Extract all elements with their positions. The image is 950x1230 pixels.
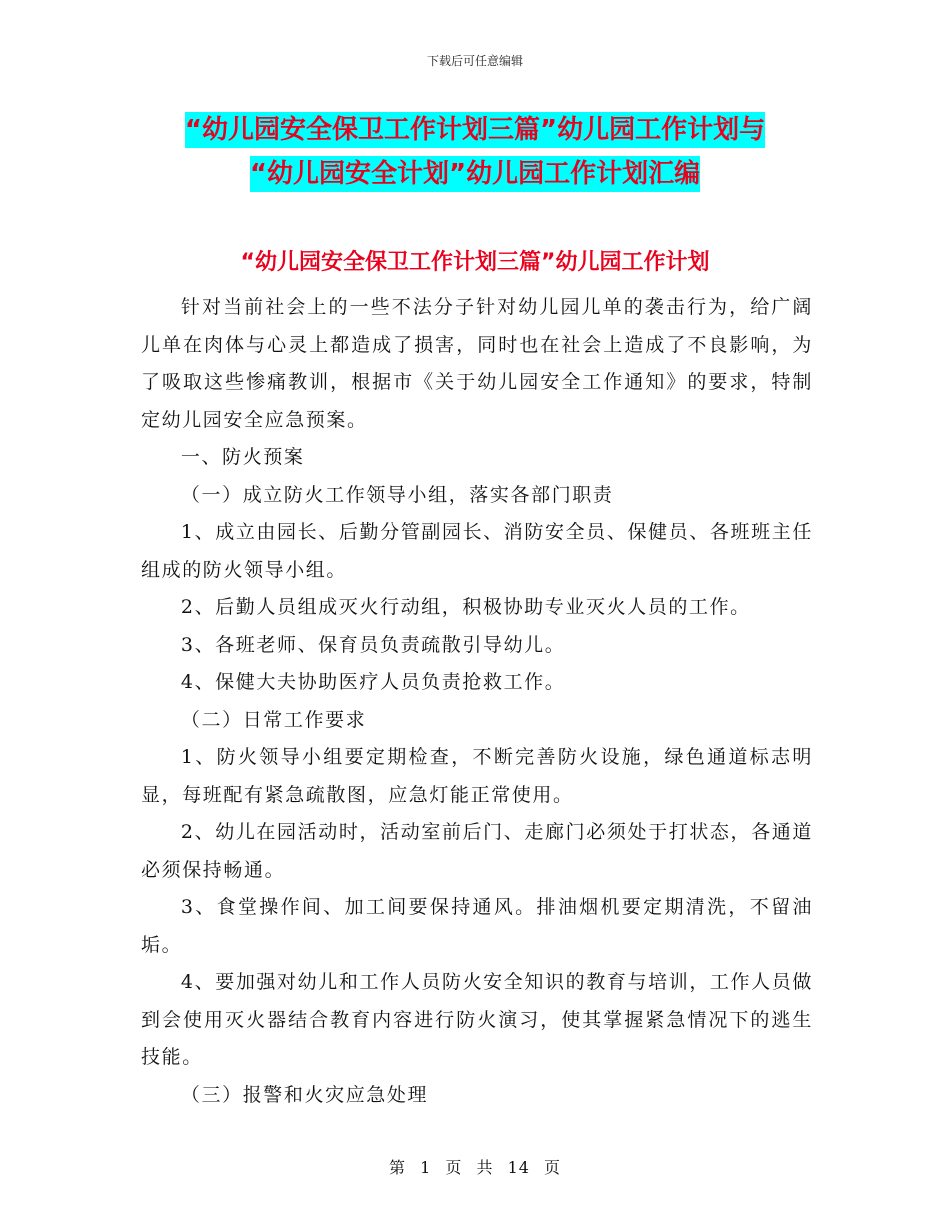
main-title-line-1	[0, 110, 950, 150]
paragraph: （二）日常工作要求	[180, 708, 367, 731]
paragraph: 3、各班老师、保育员负责疏散引导幼儿。	[180, 633, 566, 656]
footer-label-ye: 页	[445, 1158, 463, 1177]
header-note: 下载后可任意编辑	[426, 54, 523, 68]
paragraph: （一）成立防火工作领导小组，落实各部门职责	[180, 483, 614, 506]
paragraph: 4、要加强对幼儿和工作人员防火安全知识的教育与培训，工作人员做到会使用灭火器结合教育内容进行防火演习，使其掌握紧急情况下的逃生技能。	[141, 971, 813, 1068]
paragraph: 1、成立由园长、后勤分管副园长、消防安全员、保健员、各班班主任组成的防火领导小组。	[141, 521, 813, 581]
main-title-line-2-text: “幼儿园安全计划”幼儿园工作计划汇编	[250, 156, 700, 192]
main-title-line-1-text: “幼儿园安全保卫工作计划三篇”幼儿园工作计划与	[185, 112, 765, 148]
paragraph: （三）报警和火灾应急处理	[180, 1083, 429, 1106]
body-text	[141, 289, 813, 1114]
paragraph: 一、防火预案	[180, 446, 305, 468]
page-footer	[0, 1155, 950, 1178]
paragraph: 3、食堂操作间、加工间要保持通风。排油烟机要定期清洗，不留油垢。	[141, 896, 813, 956]
paragraph: 2、幼儿在园活动时，活动室前后门、走廊门必须处于打状态，各通道必须保持畅通。	[141, 821, 813, 881]
paragraph: 1、防火领导小组要定期检查，不断完善防火设施，绿色通道标志明显，每班配有紧急疏散图，应急灯能正常使用。	[141, 746, 813, 806]
paragraph: 针对当前社会上的一些不法分子针对幼儿园儿单的袭击行为，给广阔儿单在肉体与心灵上都造成了损害，同时也在社会上造成了不良影响，为了吸取这些惨痛教训，根据市《关于幼儿园安全工作通知》的要求，特制定幼儿园安全应急预案。	[141, 296, 813, 431]
paragraph: 4、保健大夫协助医疗人员负责抢救工作。	[180, 671, 566, 693]
section-title: “幼儿园安全保卫工作计划三篇”幼儿园工作计划	[240, 250, 710, 275]
footer-total-pages: 14	[507, 1158, 530, 1177]
footer-label-ye-2: 页	[544, 1158, 562, 1177]
main-title-line-2	[0, 154, 950, 194]
paragraph: 2、后勤人员组成灭火行动组，积极协助专业灭火人员的工作。	[180, 596, 751, 618]
footer-current-page: 1	[420, 1158, 432, 1177]
footer-label-di: 第	[388, 1158, 406, 1177]
footer-label-gong: 共	[476, 1158, 494, 1177]
